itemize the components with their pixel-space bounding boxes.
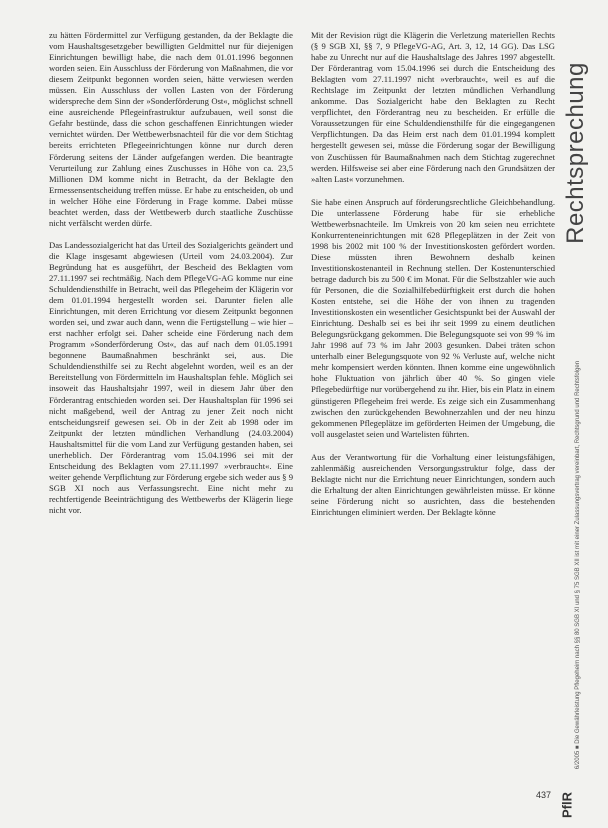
paragraph: zu hätten Fördermittel zur Verfügung gestanden, da der Beklagte die vom Haushaltsgesetzgeber bewilligten Geldmittel nur für diejenigen Einrichtungen bewilligt habe, die nach dem 01.01.1996 begonnen worden seien. Ein Ausschluss der Förderung von Maßnahmen, die vor diesem Zeitpunkt begonnen worden seien, hätte verwiesen werden müssen. Ein Ausschluss der vollen Lasten von der Förderung widerspreche dem Sinn der »Sonderförderung Ost«, möglichst schnell eine ausreichende Pflegeinfrastruktur aufzubauen, weil sonst die Gefahr bestünde, dass die schon geschaffenen Einrichtungen wieder vernichtet würden. Der Wettbewerbsnachteil für die vor dem Stichtag bereits errichteten Pflegeeinrichtungen könne nur durch deren Förderung seitens der Länder aufgefangen werden. Die beantragte Verurteilung zur Zahlung eines Zuschusses in Höhe von ca. 23,5 Millionen DM komme nicht in Betracht, da der Beklagte den Ermessensentscheidung treffen müsse. Er habe zu entscheiden, ob und in welcher Höhe eine Förderung in Frage komme. Dabei müsse beachtet werden, dass der Wettbewerb durch staatliche Zuschüsse nicht verfälscht werden dürfe.	[49, 30, 293, 228]
paragraph: Aus der Verantwortung für die Vorhaltung einer leistungsfähigen, zahlenmäßig ausreichenden Versorgungsstruktur folge, dass der Beklagte nicht nur die Errichtung neuer Einrichtungen, sondern auch die Erhaltung der alten Einrichtungen gewährleisten müsse. Er könne seine Förderung nicht so ausrichten, dass die bestehenden Einrichtungen eliminiert werden. Der Beklagte könne	[311, 451, 555, 517]
left-text-column	[49, 30, 293, 528]
section-title	[556, 48, 596, 258]
paragraph: Sie habe einen Anspruch auf förderungsrechtliche Gleichbehandlung. Die unterlassene Förderung habe für sie erhebliche Wettbewerbsnachteile. Im Umkreis von 20 km seien neu errichtete Konkurrenteneinrichtungen mit 628 Pflegeplätzen in der Zeit von 1998 bis 2002 mit 100 % der Investitionskosten gefördert worden. Diese müssten ihren Bewohnern deshalb keinen Investitionskostenanteil in Rechnung stellen. Der Kostenunterschied betrage dadurch bis zu 500 € im Monat. Für die Selbstzahler wie auch für Personen, die die Sozialhilfebedürftigkeit erst durch die hohen Kosten entstehe, sei die Höhe der von ihnen zu tragenden Investitionskosten ein wesentlicher Gesichtspunkt bei der Auswahl der Einrichtung. Deshalb sei es bei ihr seit 1999 zu einem deutlichen Belegungsrückgang gekommen. Die Belegungsquote sei von 99 % im Jahr 1998 auf 73 % im Jahr 2003 gesunken. Dabei träten schon unterhalb einer Belegungsquote von 92 % Verluste auf, welche nicht mehr kompensiert werden könnten. Ihnen komme eine ungewöhnlich hohe Fluktuation von jährlich über 40 %. So gingen viele Pflegebedürftige nur vorübergehend zu ihr. Hier, bis ein Platz in einem günstigeren Pflegeheim frei werde. Es zeige sich ein Zusammenhang zwischen den zurückgehenden Bewohnerzahlen und der neu hinzu gekommenen Pflegeplätze im geförderten Heimen der Umgebung, die voll ausgelastet seien und Wartelisten führten.	[311, 196, 555, 439]
page-number: 437	[536, 790, 552, 800]
journal-logo	[555, 782, 579, 828]
section-title-text: Rechtsprechung	[562, 62, 589, 244]
paragraph: Mit der Revision rügt die Klägerin die Verletzung materiellen Rechts (§ 9 SGB XI, §§ 7, 9 PflegeVG-AG, Art. 3, 12, 14 GG). Das LSG habe zu Unrecht nur auf die Haushaltslage des Jahres 1997 abgestellt. Der Förderantrag vom 15.04.1996 sei durch die Entscheidung des Beklagten vom 27.11.1997 nicht »verbraucht«, weil es auf die Rechtslage im Zeitpunkt der letzten mündlichen Verhandlung ankomme. Das Sozialgericht habe den Beklagten zu Recht verpflichtet, den Förderantrag neu zu bescheiden. Er erfülle die Voraussetzungen für eine Schuldendiensthilfe für die eingegangenen Verpflichtungen. Da das Heim erst nach dem 01.01.1994 komplett hergestellt gewesen sei, müsse die Förderung sogar der Bewilligung von Zuschüssen für Baumaßnahmen nach dem Stichtag zugerechnet werden. Hilfsweise sei aber eine Förderung nach den Grundsätzen der »alten Last« vorzunehmen.	[311, 30, 555, 184]
paragraph: Das Landessozialgericht hat das Urteil des Sozialgerichts geändert und die Klage insgesamt abgewiesen (Urteil vom 24.03.2004). Zur Begründung hat es ausgeführt, der Bescheid des Beklagten vom 27.11.1997 sei rechtmäßig. Nach dem PflegeVG-AG komme nur eine Schuldendiensthilfe in Betracht, weil das Pflegeheim der Klägerin vor dem 01.01.1994 hergestellt worden sei. Darunter fielen alle Einrichtungen, mit deren Errichtung vor diesem Zeitpunkt begonnen worden sei, und zwar auch dann, wenn die Fertigstellung – wie hier – erst nachher erfolgt sei. Daher scheide eine Förderung nach dem Programm »Sonderförderung Ost«, das auf nach dem 01.05.1991 begonnene Baumaßnahmen beschränkt sei, aus. Die Schuldendiensthilfe sei zu Recht abgelehnt worden, weil es an der Bereitstellung von Fördermitteln im Haushaltsplan fehle. Möglich sei insoweit das Haushaltsjahr 1997, weil in diesem Jahr über den Förderantrag entschieden worden sei. Der Haushaltsplan für 1996 sei nicht maßgebend, weil der Antrag zu jener Zeit noch nicht entscheidungsreif gewesen sei. Ob in der Zeit ab 1998 oder im Zeitpunkt der letzten mündlichen Verhandlung (24.03.2004) Haushaltsmittel für die vom Land zur Verfügung gestanden haben, sei unerheblich. Der Förderantrag vom 15.04.1996 sei mit der Entscheidung des Beklagten vom 27.11.1997 »verbraucht«. Eine weiter gehende Verpflichtung zur Förderung ergebe sich weder aus § 9 SGB XI noch aus Verfassungsrecht. Eine nicht mehr zu rechtfertigende Beeinträchtigung des Wettbewerbs der Klägerin liege nicht vor.	[49, 239, 293, 515]
vertical-note-text: 6/2005 ■ Die Gewährleistung Pflegeheim nach §§ 80 SGB XI und § 75 SGB XII ist mit einer Zulassungsvertrag vereinbart, Rechtsgrund und Rechtsfolgen	[575, 360, 581, 770]
journal-vertical-note	[568, 330, 588, 800]
journal-logo-text: PflR	[559, 792, 575, 818]
right-text-column	[311, 30, 555, 530]
